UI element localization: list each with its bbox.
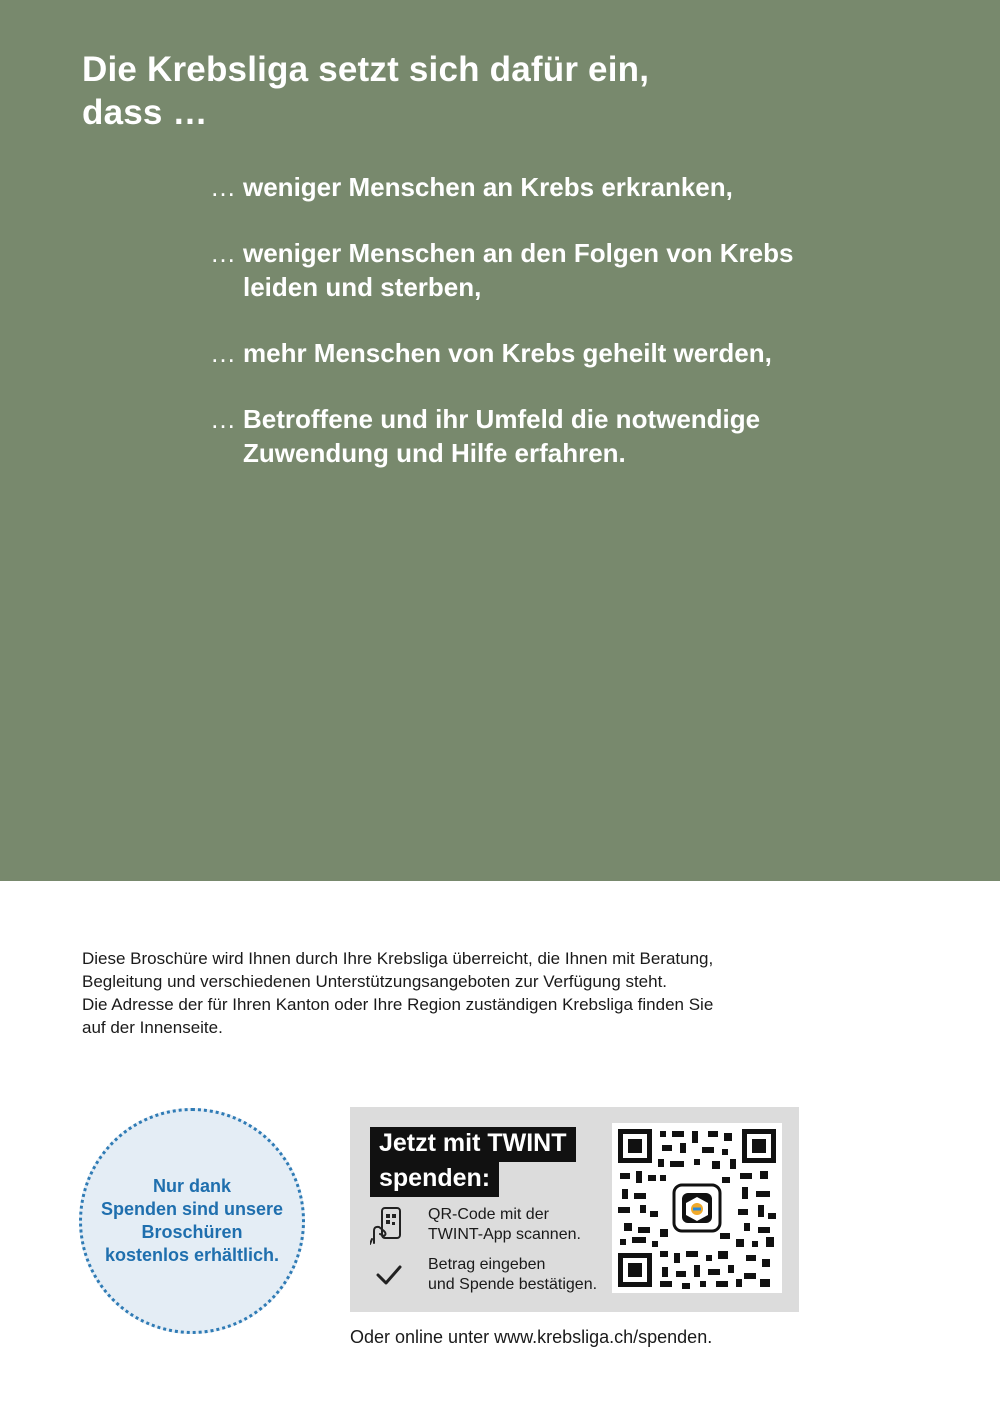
intro-paragraph [82, 947, 822, 1039]
qr-code-icon[interactable] [612, 1123, 782, 1293]
goal-item [210, 170, 910, 204]
goals-list [210, 170, 910, 502]
goal-text: Betroffene und ihr Umfeld die notwendige Zuwendung und Hilfe erfahren. [243, 404, 761, 468]
online-donation-link[interactable]: Oder online unter www.krebsliga.ch/spenden. [350, 1327, 713, 1347]
donation-badge [79, 1108, 305, 1334]
goal-ellipsis: … [210, 338, 236, 368]
twint-step-confirm-text [428, 1255, 597, 1295]
twint-step-scan [370, 1205, 581, 1245]
goal-item [210, 402, 910, 470]
hero-title [82, 48, 649, 134]
goal-item [210, 236, 910, 304]
twint-step-confirm [370, 1255, 597, 1295]
phone-scan-icon [370, 1205, 408, 1245]
twint-donation-box [350, 1107, 799, 1312]
intro-line: auf der Innenseite. [82, 1018, 223, 1037]
badge-line: kostenlos erhältlich. [104, 1245, 280, 1265]
badge-line: Spenden sind unsere [100, 1199, 284, 1219]
twint-step-scan-text [428, 1205, 581, 1245]
goal-ellipsis: … [210, 238, 236, 268]
intro-line: Diese Broschüre wird Ihnen durch Ihre Krebsliga überreicht, die Ihnen mit Beratung, [82, 949, 714, 968]
step-line: und Spende bestätigen. [428, 1276, 598, 1293]
hero-title-line2: dass … [82, 93, 208, 132]
twint-heading-line1: Jetzt mit TWINT [370, 1127, 576, 1162]
step-line: TWINT-App scannen. [428, 1226, 581, 1243]
goal-text: weniger Menschen an den Folgen von Krebs leiden und sterben, [243, 238, 794, 302]
goal-ellipsis: … [210, 404, 236, 434]
twint-heading [370, 1127, 576, 1197]
goal-item [210, 336, 910, 370]
step-line: QR-Code mit der [428, 1206, 549, 1223]
goal-text: mehr Menschen von Krebs geheilt werden, [243, 338, 772, 368]
intro-line: Die Adresse der für Ihren Kanton oder Ihre Region zuständigen Krebsliga finden Sie [82, 995, 714, 1014]
twint-heading-line2: spenden: [370, 1162, 499, 1197]
donation-badge-text [92, 1175, 292, 1267]
goal-text: weniger Menschen an Krebs erkranken, [243, 172, 733, 202]
step-line: Betrag eingeben [428, 1256, 546, 1273]
checkmark-icon [370, 1255, 408, 1295]
badge-line: Nur dank [152, 1176, 231, 1196]
badge-line: Broschüren [141, 1222, 243, 1242]
goal-ellipsis: … [210, 172, 236, 202]
hero-title-line1: Die Krebsliga setzt sich dafür ein, [82, 50, 650, 89]
intro-line: Begleitung und verschiedenen Unterstützungsangeboten zur Verfügung steht. [82, 972, 668, 991]
